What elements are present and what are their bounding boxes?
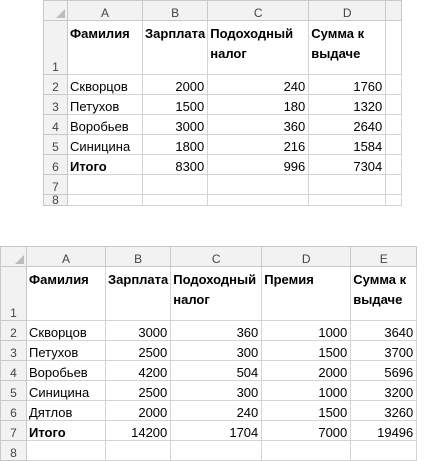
- cell-total[interactable]: 8300: [143, 155, 208, 175]
- cell[interactable]: 300: [171, 381, 262, 401]
- cell[interactable]: [386, 95, 402, 115]
- cell[interactable]: 2000: [106, 401, 171, 421]
- row-header[interactable]: 8: [44, 195, 68, 206]
- row-header[interactable]: 1: [1, 267, 27, 321]
- column-header-e[interactable]: [386, 1, 402, 21]
- select-all-triangle-icon: [15, 255, 24, 264]
- cell[interactable]: 180: [208, 95, 309, 115]
- row-header[interactable]: 6: [1, 401, 27, 421]
- row-header[interactable]: 2: [1, 321, 27, 341]
- cell[interactable]: [143, 175, 208, 195]
- cell[interactable]: 3260: [351, 401, 417, 421]
- row-header[interactable]: 7: [1, 421, 27, 441]
- cell[interactable]: 1760: [309, 75, 386, 95]
- cell[interactable]: Петухов: [68, 95, 143, 115]
- row-header[interactable]: 2: [44, 75, 68, 95]
- cell-header-payout[interactable]: Сумма к выдаче: [351, 267, 417, 321]
- column-header-c[interactable]: C: [208, 1, 309, 21]
- column-header-b[interactable]: B: [143, 1, 208, 21]
- cell[interactable]: 2000: [143, 75, 208, 95]
- cell-total[interactable]: 14200: [106, 421, 171, 441]
- cell[interactable]: 360: [208, 115, 309, 135]
- cell[interactable]: 3000: [106, 321, 171, 341]
- column-header-c[interactable]: C: [171, 247, 262, 267]
- select-all-corner[interactable]: [1, 247, 27, 267]
- cell[interactable]: 2640: [309, 115, 386, 135]
- cell-header-bonus[interactable]: Премия: [262, 267, 351, 321]
- cell[interactable]: Петухов: [27, 341, 106, 361]
- cell[interactable]: [208, 195, 309, 206]
- cell[interactable]: [68, 195, 143, 206]
- cell[interactable]: [386, 115, 402, 135]
- cell[interactable]: [208, 175, 309, 195]
- cell[interactable]: 300: [171, 341, 262, 361]
- cell-total-label[interactable]: Итого: [27, 421, 106, 441]
- cell[interactable]: 3640: [351, 321, 417, 341]
- cell[interactable]: 240: [208, 75, 309, 95]
- cell[interactable]: 240: [171, 401, 262, 421]
- cell[interactable]: 1500: [262, 341, 351, 361]
- cell-total[interactable]: 19496: [351, 421, 417, 441]
- cell-total-label[interactable]: Итого: [68, 155, 143, 175]
- cell-header-surname[interactable]: Фамилия: [68, 21, 143, 75]
- column-header-d[interactable]: D: [309, 1, 386, 21]
- cell[interactable]: 2500: [106, 341, 171, 361]
- cell[interactable]: [386, 75, 402, 95]
- row-header[interactable]: 5: [1, 381, 27, 401]
- cell[interactable]: 216: [208, 135, 309, 155]
- cell[interactable]: [386, 135, 402, 155]
- cell[interactable]: 1000: [262, 381, 351, 401]
- cell[interactable]: 1500: [143, 95, 208, 115]
- row-header[interactable]: 8: [1, 441, 27, 461]
- row-header[interactable]: 3: [44, 95, 68, 115]
- cell-header-surname[interactable]: Фамилия: [27, 267, 106, 321]
- cell[interactable]: 1584: [309, 135, 386, 155]
- column-header-a[interactable]: A: [27, 247, 106, 267]
- cell[interactable]: 1500: [262, 401, 351, 421]
- cell-header-tax[interactable]: Подоходный налог: [208, 21, 309, 75]
- column-header-a[interactable]: A: [68, 1, 143, 21]
- cell[interactable]: Воробьев: [68, 115, 143, 135]
- cell-header-salary[interactable]: Зарплата: [143, 21, 208, 75]
- cell[interactable]: 5696: [351, 361, 417, 381]
- cell-header-payout[interactable]: Сумма к выдаче: [309, 21, 386, 75]
- cell[interactable]: Скворцов: [68, 75, 143, 95]
- cell[interactable]: 1000: [262, 321, 351, 341]
- cell-total[interactable]: 7304: [309, 155, 386, 175]
- cell[interactable]: 2500: [106, 381, 171, 401]
- cell[interactable]: Воробьев: [27, 361, 106, 381]
- cell[interactable]: [262, 441, 351, 461]
- row-header[interactable]: 6: [44, 155, 68, 175]
- cell[interactable]: Синицина: [68, 135, 143, 155]
- cell-total[interactable]: 1704: [171, 421, 262, 441]
- row-header[interactable]: 4: [1, 361, 27, 381]
- cell[interactable]: 1320: [309, 95, 386, 115]
- cell[interactable]: 360: [171, 321, 262, 341]
- cell[interactable]: [143, 195, 208, 206]
- cell[interactable]: Дятлов: [27, 401, 106, 421]
- row-header[interactable]: 1: [44, 21, 68, 75]
- row-header[interactable]: 4: [44, 115, 68, 135]
- cell[interactable]: [386, 195, 402, 206]
- column-header-d[interactable]: D: [262, 247, 351, 267]
- cell[interactable]: [386, 155, 402, 175]
- cell[interactable]: 4200: [106, 361, 171, 381]
- spreadsheet-2: [0, 246, 417, 461]
- cell-header-tax[interactable]: Подоходный налог: [171, 267, 262, 321]
- row-header[interactable]: 5: [44, 135, 68, 155]
- cell[interactable]: [27, 441, 106, 461]
- cell[interactable]: Скворцов: [27, 321, 106, 341]
- spreadsheet-1: [43, 0, 402, 206]
- cell[interactable]: [68, 175, 143, 195]
- cell[interactable]: [171, 441, 262, 461]
- cell[interactable]: [309, 175, 386, 195]
- cell[interactable]: [386, 175, 402, 195]
- select-all-corner[interactable]: [44, 1, 68, 21]
- cell-total[interactable]: 996: [208, 155, 309, 175]
- cell[interactable]: Синицина: [27, 381, 106, 401]
- cell[interactable]: [386, 21, 402, 75]
- row-header[interactable]: 3: [1, 341, 27, 361]
- cell[interactable]: 504: [171, 361, 262, 381]
- row-header[interactable]: 7: [44, 175, 68, 195]
- column-header-b[interactable]: B: [106, 247, 171, 267]
- cell[interactable]: [106, 441, 171, 461]
- cell[interactable]: 3200: [351, 381, 417, 401]
- cell[interactable]: 1800: [143, 135, 208, 155]
- cell[interactable]: 3700: [351, 341, 417, 361]
- cell[interactable]: [309, 195, 386, 206]
- select-all-triangle-icon: [56, 9, 65, 18]
- cell-total[interactable]: 7000: [262, 421, 351, 441]
- cell[interactable]: 2000: [262, 361, 351, 381]
- cell-header-salary[interactable]: Зарплата: [106, 267, 171, 321]
- column-header-e[interactable]: E: [351, 247, 417, 267]
- cell[interactable]: 3000: [143, 115, 208, 135]
- cell[interactable]: [351, 441, 417, 461]
